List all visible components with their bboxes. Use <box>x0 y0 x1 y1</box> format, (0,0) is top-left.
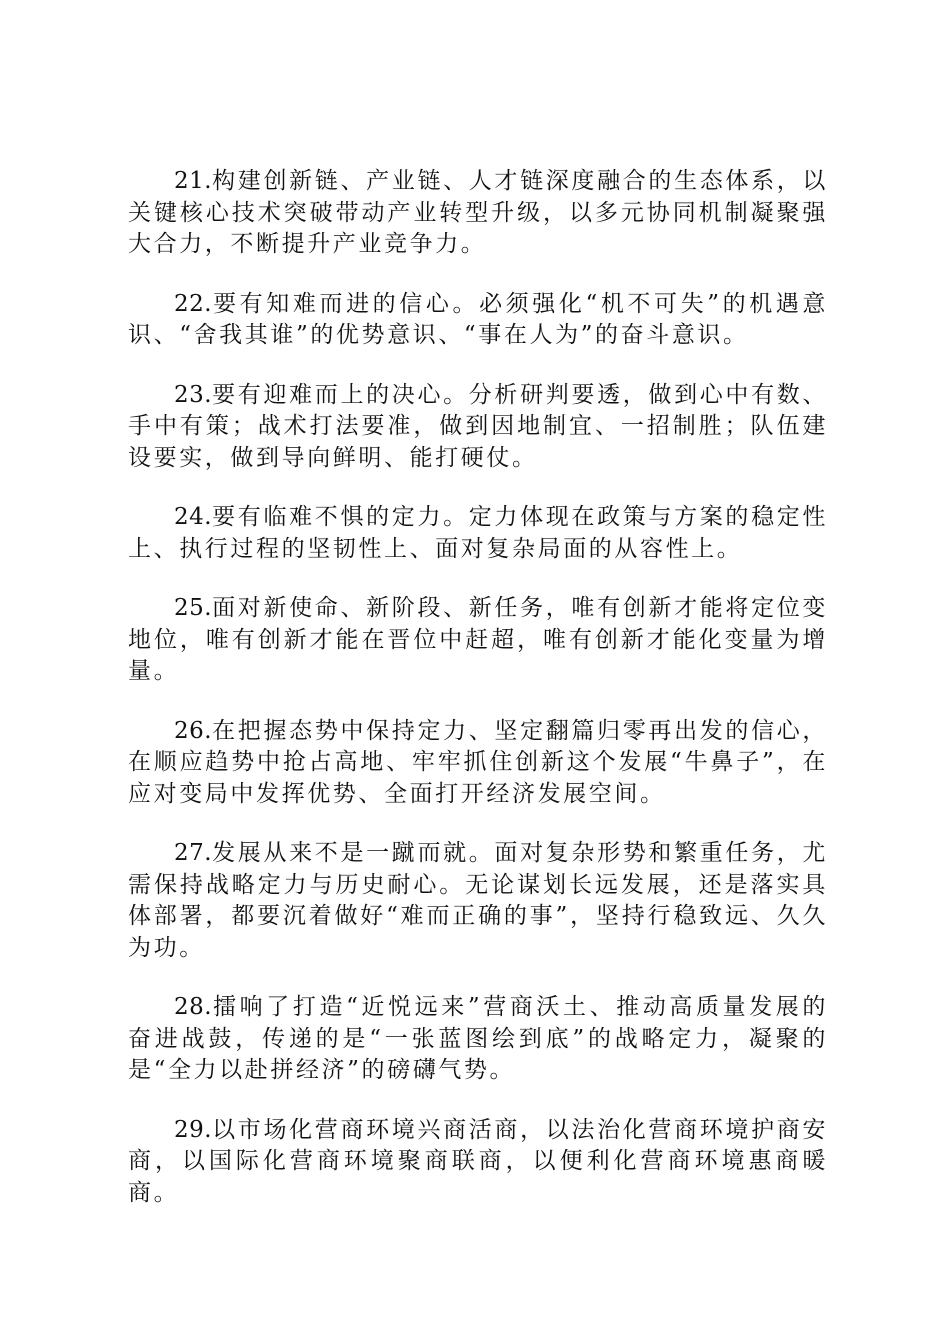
paragraph-text: 发展从来不是一蹴而就。面对复杂形势和繁重任务，尤需保持战略定力与历史耐心。无论谋划长远发展，还是落实具体部署，都要沉着做好“难而正确的事”，坚持行稳致远、久久为功。 <box>128 840 828 961</box>
paragraph-number: 27. <box>174 840 213 866</box>
paragraph-number: 28. <box>174 994 213 1020</box>
paragraph-text: 面对新使命、新阶段、新任务，唯有创新才能将定位变地位，唯有创新才能在晋位中赶超，唯有创新才能化变量为增量。 <box>128 595 828 684</box>
paragraph-number: 25. <box>174 595 213 621</box>
paragraph-text: 要有迎难而上的决心。分析研判要透，做到心中有数、手中有策；战术打法要准，做到因地制宜、一招制胜；队伍建设要实，做到导向鲜明、能打硬仗。 <box>128 381 828 471</box>
paragraph-23 <box>128 380 828 475</box>
paragraph-text: 擂响了打造“近悦远来”营商沃土、推动高质量发展的奋进战鼓，传递的是“一张蓝图绘到底”的战略定力，凝聚的是“全力以赴拼经济”的磅礴气势。 <box>128 994 828 1083</box>
paragraph-26 <box>128 716 828 811</box>
paragraph-28 <box>128 992 828 1087</box>
paragraph-number: 23. <box>174 381 213 408</box>
paragraph-21 <box>128 166 828 261</box>
paragraph-25 <box>128 593 828 688</box>
paragraph-text: 要有临难不惧的定力。定力体现在政策与方案的稳定性上、执行过程的坚韧性上、面对复杂局面的从容性上。 <box>128 504 828 562</box>
paragraph-29 <box>128 1115 828 1210</box>
paragraph-number: 24. <box>174 504 213 530</box>
paragraph-text: 以市场化营商环境兴商活商，以法治化营商环境护商安商，以国际化营商环境聚商联商，以便利化营商环境惠商暖商。 <box>128 1116 828 1206</box>
paragraph-number: 22. <box>174 290 213 317</box>
paragraph-number: 21. <box>174 168 213 194</box>
paragraph-text: 要有知难而进的信心。必须强化“机不可失”的机遇意识、“舍我其谁”的优势意识、“事在人为”的奋斗意识。 <box>128 290 828 348</box>
paragraph-number: 29. <box>174 1116 213 1143</box>
document-body <box>128 166 828 1237</box>
paragraph-24 <box>128 502 828 565</box>
paragraph-27 <box>128 838 828 964</box>
paragraph-number: 26. <box>174 717 213 744</box>
paragraph-text: 构建创新链、产业链、人才链深度融合的生态体系，以关键核心技术突破带动产业转型升级，以多元协同机制凝聚强大合力，不断提升产业竞争力。 <box>128 168 828 257</box>
paragraph-text: 在把握态势中保持定力、坚定翻篇归零再出发的信心，在顺应趋势中抢占高地、牢牢抓住创新这个发展“牛鼻子”，在应对变局中发挥优势、全面打开经济发展空间。 <box>128 717 828 807</box>
paragraph-22 <box>128 289 828 352</box>
